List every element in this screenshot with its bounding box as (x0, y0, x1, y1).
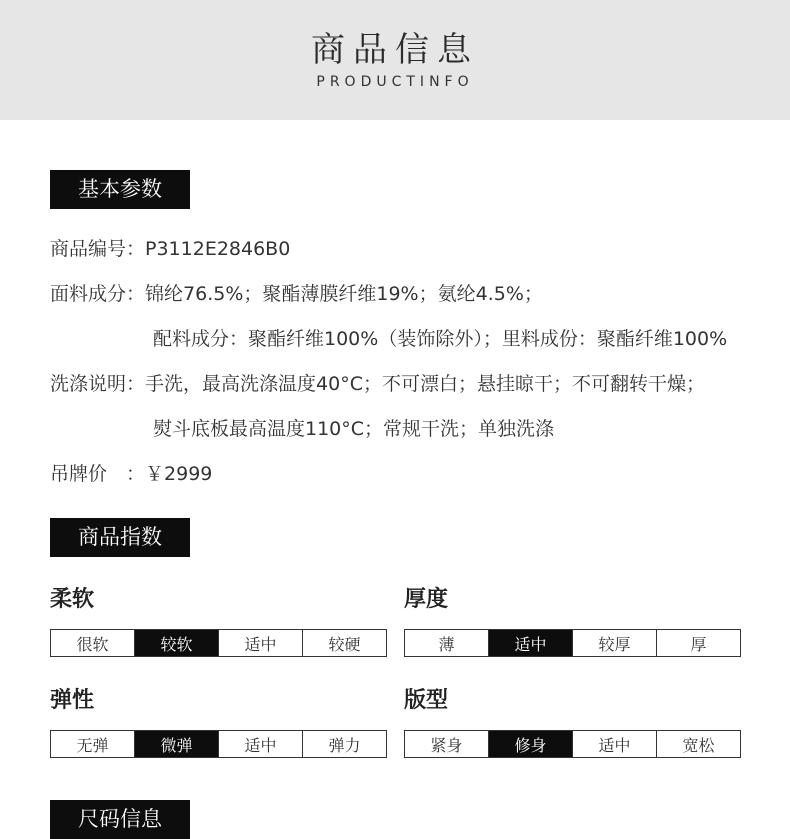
price-row (50, 461, 212, 487)
metric-title-thickness: 厚度 (404, 587, 449, 612)
section-label-basic: 基本参数 (50, 170, 190, 209)
scale-option: 较软 (135, 630, 219, 656)
banner-subtitle: PRODUCTINFO (316, 74, 474, 90)
metric-title-fit: 版型 (404, 688, 449, 713)
fit-scale (404, 730, 741, 758)
product-code-row (50, 236, 290, 262)
fabric-key: 面料成分： (50, 283, 146, 305)
fabric-row-2: 配料成分：聚酯纤维100%（装饰除外）；里料成份：聚酯纤维100% (153, 328, 728, 350)
softness-scale (50, 629, 387, 657)
scale-option: 较厚 (573, 630, 657, 656)
wash-value: 手洗，最高洗涤温度40°C；不可漂白；悬挂晾干；不可翻转干燥； (145, 373, 705, 395)
wash-row-2: 熨斗底板最高温度110°C；常规干洗；单独洗涤 (153, 418, 555, 440)
price-value: ￥2999 (145, 463, 213, 485)
scale-option: 无弹 (51, 731, 135, 757)
price-key: 吊牌价 ： (50, 463, 146, 485)
product-code-key: 商品编号： (50, 238, 146, 260)
wash-key: 洗涤说明： (50, 373, 146, 395)
header-banner (0, 0, 790, 120)
elasticity-scale (50, 730, 387, 758)
scale-option: 较硬 (328, 634, 361, 654)
banner-title: 商品信息 (311, 30, 479, 70)
scale-option: 适中 (219, 630, 303, 656)
scale-option: 紧身 (405, 731, 489, 757)
scale-option: 厚 (690, 634, 707, 654)
metric-title-softness: 柔软 (50, 587, 95, 612)
scale-option: 修身 (489, 731, 573, 757)
scale-option: 适中 (489, 630, 573, 656)
scale-option: 适中 (219, 731, 303, 757)
scale-option: 薄 (405, 630, 489, 656)
scale-option: 宽松 (682, 735, 715, 755)
wash-row (50, 371, 705, 397)
fabric-row (50, 281, 543, 307)
scale-option: 适中 (573, 731, 657, 757)
metric-title-elasticity: 弹性 (50, 688, 95, 713)
thickness-scale (404, 629, 741, 657)
section-label-size: 尺码信息 (50, 800, 190, 839)
product-code-value: P3112E2846B0 (145, 238, 291, 260)
scale-option: 弹力 (328, 735, 361, 755)
scale-option: 很软 (51, 630, 135, 656)
fabric-value: 锦纶76.5%；聚酯薄膜纤维19%；氨纶4.5%； (145, 283, 543, 305)
scale-option: 微弹 (135, 731, 219, 757)
section-label-index: 商品指数 (50, 518, 190, 557)
